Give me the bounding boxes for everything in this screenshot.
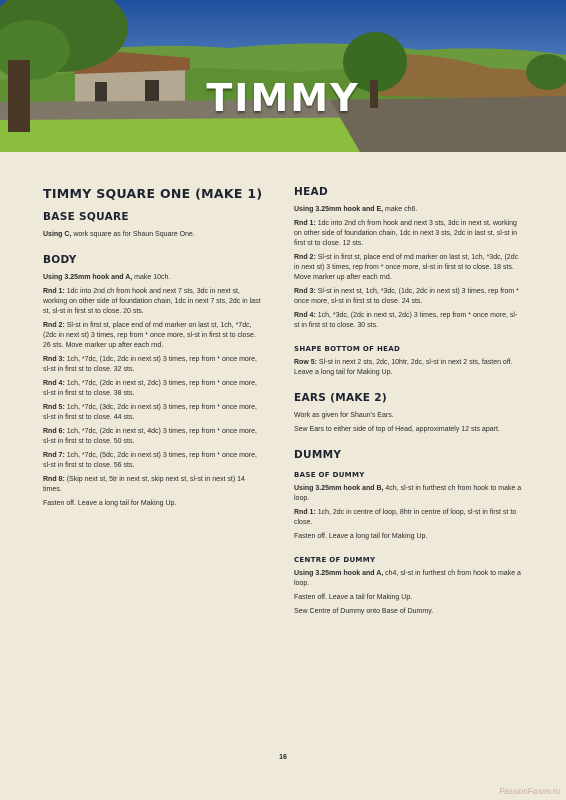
body-rnd-6: Rnd 6: 1ch, *7dc, (2dc in next st, 4dc) 3 times, rep from * once more, sl-st in first st to close. 50 sts. [43,428,257,445]
body-heading: BODY [43,254,77,266]
page-title: TIMMY [206,76,360,120]
body-fasten-off: Fasten off. Leave a long tail for Making Up. [43,500,177,507]
head-intro: Using 3.25mm hook and E, make ch6. [294,206,418,213]
body-rnd-5: Rnd 5: 1ch, *7dc, (3dc, 2dc in next st) 3 times, rep from * once more, sl-st in first st to close. 44 sts. [43,404,257,421]
base-of-dummy-heading: BASE OF DUMMY [294,471,365,479]
dummy-heading: DUMMY [294,449,342,461]
head-rnd-3: Rnd 3: Sl-st in next st, 1ch, *3dc, (1dc, 2dc in next st) 3 times, rep from * once more, sl-st in first st to close. 24 sts. [294,288,519,305]
head-rnd-2: Rnd 2: Sl-st in first st, place end of rnd marker on last st, 1ch, *3dc, (2dc in next st) 3 times, rep from * once more, sl-st in first st to close. 18 sts. Move marker up after each rnd. [294,254,519,281]
base-of-dummy-fasten: Fasten off. Leave a long tail for Making Up. [294,533,428,540]
body-rnd-1: Rnd 1: 1dc into 2nd ch from hook and next 7 sts, 3dc in next st, working on other side of foundation chain, 1dc in next 7 sts, 2dc in last st, sl-st in first st to close. 20 sts. [43,288,261,315]
centre-of-dummy-intro: Using 3.25mm hook and A, ch4, sl-st in furthest ch from hook to make a loop. [294,570,521,587]
centre-of-dummy-fasten: Fasten off. Leave a tail for Making Up. [294,594,413,601]
base-of-dummy-rnd-1: Rnd 1: 1ch, 2dc in centre of loop, 8htr in centre of loop, sl-st in first st to close. [294,509,517,526]
header-banner [0,0,566,152]
body-rnd-4: Rnd 4: 1ch, *7dc, (2dc in next st, 2dc) 3 times, rep from * once more, sl-st in first st to close. 38 sts. [43,380,257,397]
base-square-text: Using C, work square as for Shaun Square One. [43,231,195,238]
shape-bottom-heading: SHAPE BOTTOM OF HEAD [294,345,401,353]
base-square-heading: BASE SQUARE [43,211,129,223]
ears-heading: EARS (MAKE 2) [294,392,387,404]
shape-bottom-row-5: Row 5: Sl-st in next 2 sts, 2dc, 10htr, 2dc, sl-st in next 2 sts, fasten off. Leave a long tail for Making Up. [294,359,513,376]
centre-of-dummy-heading: CENTRE OF DUMMY [294,556,376,564]
body-rnd-3: Rnd 3: 1ch, *7dc, (1dc, 2dc in next st) 3 times, rep from * once more, sl-st in first st to close. 32 sts. [43,356,257,373]
centre-of-dummy-sew: Sew Centre of Dummy onto Base of Dummy. [294,608,434,615]
ears-line-1: Work as given for Shaun's Ears. [294,412,394,419]
page-number: 16 [279,754,287,761]
head-rnd-1: Rnd 1: 1dc into 2nd ch from hook and next 3 sts, 3dc in next st, working on other side of foundation chain, 1dc in next 3 sts, 2dc in last st, sl-st in first st to close. 12 sts. [294,220,517,247]
body-rnd-7: Rnd 7: 1ch, *7dc, (5dc, 2dc in next st) 3 times, rep from * once more, sl-st in first st to close. 56 sts. [43,452,257,469]
head-heading: HEAD [294,186,329,198]
body-rnd-2: Rnd 2: Sl-st in first st, place end of rnd marker on last st, 1ch, *7dc, (2dc in next st) 3 times, rep from * once more, sl-st in first st to close. 26 sts. Move marker up after each rnd. [43,322,256,349]
ears-line-2: Sew Ears to either side of top of Head, approximately 12 sts apart. [294,426,500,433]
body-rnd-8: Rnd 8: (Skip next st, 5tr in next st, skip next st, sl-st in next st) 14 times. [43,476,245,493]
base-of-dummy-intro: Using 3.25mm hook and B, 4ch, sl-st in furthest ch from hook to make a loop. [294,485,522,502]
body-intro: Using 3.25mm hook and A, make 10ch. [43,274,171,281]
section-title-timmy-square: TIMMY SQUARE ONE (MAKE 1) [43,186,263,201]
head-rnd-4: Rnd 4: 1ch, *3dc, (2dc in next st, 2dc) 3 times, rep from * once more, sl-st in first st to close. 30 sts. [294,312,518,329]
watermark: PassionForum.ru [499,787,560,796]
right-column [294,182,522,621]
left-column [43,182,265,513]
